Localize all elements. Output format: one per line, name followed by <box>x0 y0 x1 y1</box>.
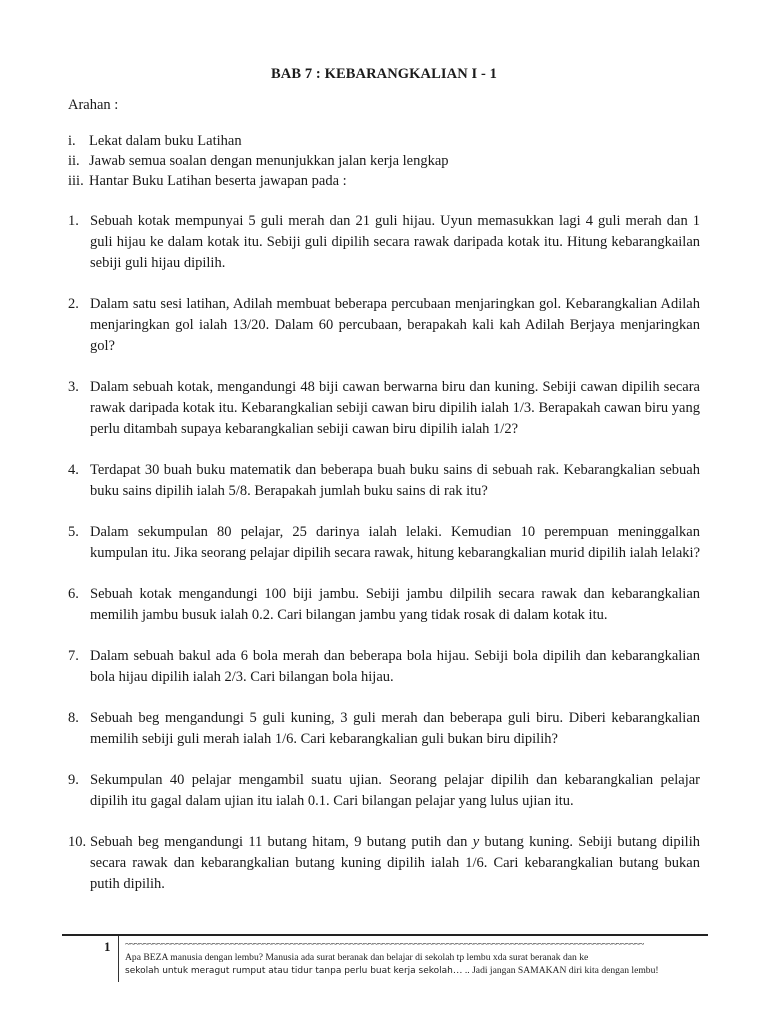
question-list <box>68 211 700 915</box>
instruction-text: Hantar Buku Latihan beserta jawapan pada : <box>89 173 347 189</box>
question-number: 5. <box>68 524 79 540</box>
page-title: BAB 7 : KEBARANGKALIAN I - 1 <box>271 66 497 82</box>
question-number: 8. <box>68 710 79 726</box>
question-item <box>68 584 700 626</box>
question-text: Dalam sebuah kotak, mengandungi 48 biji cawan berwarna biru dan kuning. Sebiji cawan dipilih secara rawak daripada kotak itu. Kebarangkalian sebiji cawan biru dipilih ialah 1/3. Berapakah cawan biru yang perlu ditambah supaya kebarangkalian sebiji cawan biru dipilih ialah 1/2? <box>90 379 700 437</box>
instructions-list <box>68 131 708 191</box>
instruction-item <box>68 151 708 171</box>
instruction-number: iii. <box>68 173 84 189</box>
question-number: 1. <box>68 213 79 229</box>
instruction-item <box>68 131 708 151</box>
instructions-label: Arahan : <box>68 97 119 113</box>
question-text: Sekumpulan 40 pelajar mengambil suatu ujian. Seorang pelajar dipilih dan kebarangkalian pelajar dipilih itu gagal dalam ujian itu ialah 0.1. Cari bilangan pelajar yang lulus ujian itu. <box>90 772 700 809</box>
question-text: Dalam sekumpulan 80 pelajar, 25 darinya ialah lelaki. Kemudian 10 perempuan meninggalkan kumpulan itu. Jika seorang pelajar dipilih secara rawak, hitung kebarangkalian murid dipilih ialah lelaki? <box>90 524 701 561</box>
question-number: 2. <box>68 296 79 312</box>
page-number: 1 <box>104 939 111 954</box>
question-item <box>68 211 700 274</box>
question-item <box>68 294 700 357</box>
question-text-part: butang kuning. Sebiji butang dipilih secara rawak dan kebarangkalian butang kuning dipilih ialah 1/6. Cari kebarangkalian butang bukan putih dipilih. <box>90 834 700 892</box>
question-number: 4. <box>68 462 79 478</box>
variable-y: y <box>472 834 480 850</box>
footer-handwritten-text: sekolah untuk meragut rumput atau tidur tanpa perlu buat kerja sekolah <box>125 966 453 976</box>
question-item <box>68 708 700 750</box>
question-number: 9. <box>68 772 79 788</box>
question-number: 3. <box>68 379 79 395</box>
instruction-number: i. <box>68 133 76 149</box>
question-number: 10. <box>68 834 87 850</box>
question-item <box>68 460 700 502</box>
question-text-part: Sebuah beg mengandungi 11 butang hitam, 9 butang putih dan <box>90 834 473 850</box>
question-item <box>68 522 700 564</box>
footer-line-2 <box>125 964 705 978</box>
question-text <box>90 832 700 895</box>
footer-divider <box>62 934 708 936</box>
footer-vertical-divider <box>118 936 119 982</box>
instruction-text: Jawab semua soalan dengan menunjukkan jalan kerja lengkap <box>89 153 449 169</box>
question-text: Sebuah kotak mengandungi 100 biji jambu. Sebiji jambu dilpilih secara rawak dan kebarangkalian memilih jambu busuk ialah 0.2. Cari bilangan jambu yang tidak rosak di dalam kotak itu. <box>90 586 700 623</box>
footer-line-1: Apa BEZA manusia dengan lembu? Manusia ada surat beranak dan belajar di sekolah tp lembu xda surat beranak dan ke <box>125 952 589 963</box>
question-text: Dalam sebuah bakul ada 6 bola merah dan beberapa bola hijau. Sebiji bola dipilih dan kebarangkalian bola hijau dipilih ialah 2/3. Cari bilangan bola hijau. <box>90 648 700 685</box>
question-text: Dalam satu sesi latihan, Adilah membuat beberapa percubaan menjaringkan gol. Kebarangkalian Adilah menjaringkan gol ialah 13/20. Dalam 60 percubaan, berapakah kali kah Adilah Berjaya menjaringkan gol? <box>90 296 700 354</box>
question-number: 7. <box>68 648 79 664</box>
instruction-item <box>68 171 708 191</box>
instruction-number: ii. <box>68 153 80 169</box>
instruction-text: Lekat dalam buku Latihan <box>89 133 242 149</box>
question-item <box>68 770 700 812</box>
footer-note <box>125 938 705 978</box>
question-item <box>68 377 700 440</box>
question-text: Sebuah kotak mempunyai 5 guli merah dan 21 guli hijau. Uyun memasukkan lagi 4 guli merah dan 1 guli hijau ke dalam kotak itu. Sebiji guli dipilih secara rawak daripada kotak itu. Hitung kebarangkailan sebiji guli hijau dipilih. <box>90 213 700 271</box>
question-text: Sebuah beg mengandungi 5 guli kuning, 3 guli merah dan beberapa guli biru. Diberi kebarangkalian memilih sebiji guli merah ialah 1/6. Cari kebarangkalian guli bukan biru dipilih? <box>90 710 700 747</box>
question-item <box>68 646 700 688</box>
footer-tilde-line: ~~~~~~~~~~~~~~~~~~~~~~~~~~~~~~~~~~~~~~~~~~~~~~~~~~~~~~~~~~~~~~~~~~~~~~~~~~~~~~~~~~~~~~~~~~~~~~~~~~~~~~~~~~~~~~~~~ <box>125 939 644 950</box>
question-number: 6. <box>68 586 79 602</box>
question-text: Terdapat 30 buah buku matematik dan beberapa buah buku sains di sebuah rak. Kebarangkalian sebuah buku sains dipilih ialah 5/8. Berapakah jumlah buku sains di rak itu? <box>90 462 700 499</box>
question-item-10 <box>68 832 700 895</box>
footer-line-2-rest: … .. Jadi jangan SAMAKAN diri kita dengan lembu! <box>452 965 659 976</box>
